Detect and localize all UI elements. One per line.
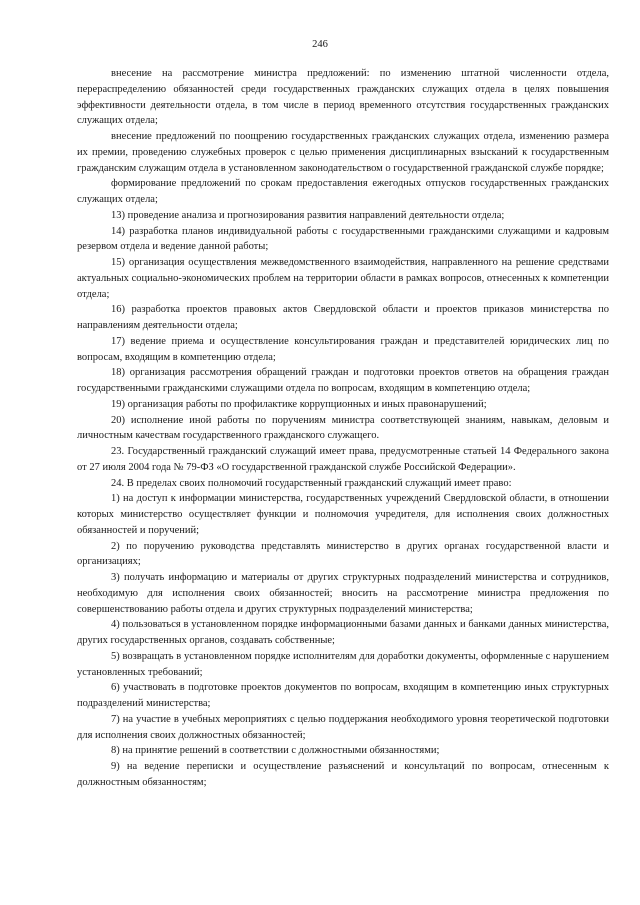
paragraph: 3) получать информацию и материалы от других структурных подразделений министерства и сотрудников, необходимую для исполнения своих обязанностей; вносить на рассмотрение министра предложения по совершенствованию работы отдела и других структурных подразделений министерства; bbox=[77, 572, 609, 615]
paragraph: 6) участвовать в подготовке проектов документов по вопросам, входящим в компетенцию иных структурных подразделений министерства; bbox=[77, 682, 609, 709]
paragraph: 19) организация работы по профилактике коррупционных и иных правонарушений; bbox=[111, 398, 487, 410]
paragraph: 2) по поручению руководства представлять министерство в других органах государственной власти и организациях; bbox=[77, 540, 609, 568]
paragraph: 8) на принятие решений в соответствии с должностными обязанностями; bbox=[111, 745, 440, 757]
paragraph: 5) возвращать в установленном порядке исполнителям для доработки документы, оформленные с нарушением установленных требований; bbox=[77, 650, 609, 678]
paragraph: 20) исполнение иной работы по поручениям министра соответствующей знаниям, навыкам, деловым и личностным качествам государственного гражданского служащего. bbox=[77, 414, 609, 442]
paragraph: 9) на ведение переписки и осуществление разъяснений и консультаций по вопросам, отнесенным к должностным обязанностям; bbox=[77, 761, 609, 788]
paragraph: 7) на участие в учебных мероприятиях с целью поддержания необходимого уровня теоретической подготовки для исполнения своих должностных обязанностей; bbox=[77, 713, 609, 741]
page-number: 246 bbox=[312, 39, 328, 50]
paragraph: 16) разработка проектов правовых актов Свердловской области и проектов приказов министерства по направлениям деятельности отдела; bbox=[77, 304, 609, 331]
paragraph: 23. Государственный гражданский служащий имеет права, предусмотренные статьей 14 Федерального закона от 27 июля 2004 года № 79-ФЗ «О государственной гражданской службе Российской Федерации». bbox=[77, 446, 609, 473]
paragraph: внесение на рассмотрение министра предложений: по изменению штатной численности отдела, перераспределению обязанностей среди государственных гражданских служащих отдела в целях повышения эффективности деятельности отдела, в том числе в период временного отсутствия государственных гражданских служащих отдела; bbox=[77, 68, 609, 127]
paragraph: 18) организация рассмотрения обращений граждан и подготовки проектов ответов на обращения граждан государственными гражданскими служащими отдела по вопросам, входящим в компетенцию отдела; bbox=[77, 367, 609, 394]
paragraph: 14) разработка планов индивидуальной работы с государственными гражданскими служащими и кадровым резервом отдела и ведение данной работы; bbox=[77, 225, 609, 253]
paragraph: 15) организация осуществления межведомственного взаимодействия, направленного на решение средствами актуальных социально-экономических проблем на территории области в рамках вопросов, отнесенных к компетенции отдела; bbox=[77, 257, 609, 300]
paragraph: 4) пользоваться в установленном порядке информационными базами данных и банками данных министерства, других государственных органов, создавать собственные; bbox=[77, 619, 609, 646]
paragraph: 17) ведение приема и осуществление консультирования граждан и представителей юридических лиц по вопросам, входящим в компетенцию отдела; bbox=[77, 335, 609, 363]
paragraph: формирование предложений по срокам предоставления ежегодных отпусков государственных гражданских служащих отдела; bbox=[77, 178, 609, 205]
paragraph: 13) проведение анализа и прогнозирования развития направлений деятельности отдела; bbox=[111, 209, 505, 221]
paragraph: 24. В пределах своих полномочий государственный гражданский служащий имеет право: bbox=[111, 477, 512, 489]
document-body bbox=[77, 66, 609, 791]
paragraph: внесение предложений по поощрению государственных гражданских служащих отдела, изменению размера их премии, проведению служебных проверок с целью применения дисциплинарных взысканий к государственным гражданским служащим отдела в установленном законодательством о государственной гражданской службе порядке; bbox=[77, 131, 609, 174]
paragraph: 1) на доступ к информации министерства, государственных учреждений Свердловской области, в отношении которых министерство осуществляет функции и полномочия учредителя, для исполнения своих должностных обязанностей и поручений; bbox=[77, 493, 609, 536]
